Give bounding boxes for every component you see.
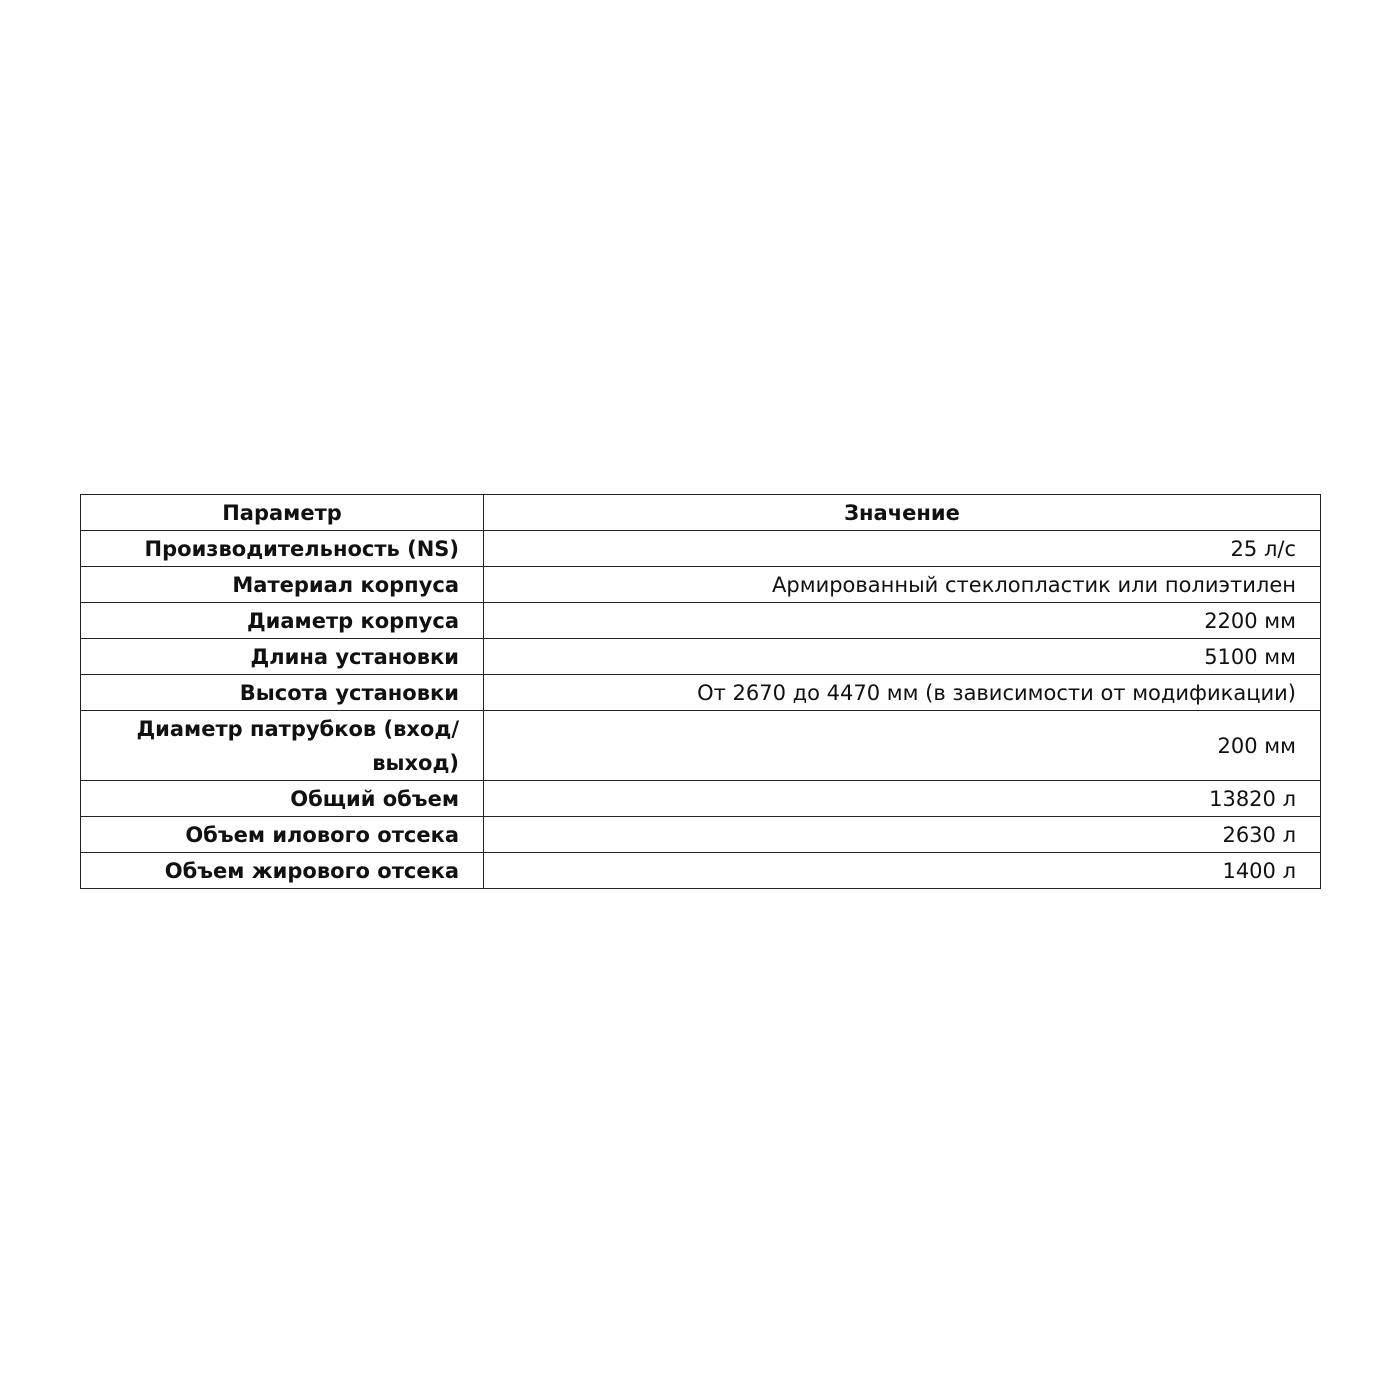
table-row	[81, 781, 1321, 817]
table-row	[81, 639, 1321, 675]
row-param: Объем жирового отсека	[81, 853, 484, 889]
row-value: Армированный стеклопластик или полиэтилен	[484, 567, 1321, 603]
row-param: Производительность (NS)	[81, 531, 484, 567]
table-row	[81, 567, 1321, 603]
header-param: Параметр	[81, 495, 484, 531]
row-value: 25 л/с	[484, 531, 1321, 567]
row-param: Объем илового отсека	[81, 817, 484, 853]
row-value: 1400 л	[484, 853, 1321, 889]
table-row	[81, 711, 1321, 781]
table-row	[81, 603, 1321, 639]
row-param: Общий объем	[81, 781, 484, 817]
row-param: Длина установки	[81, 639, 484, 675]
row-value: 200 мм	[484, 711, 1321, 781]
header-value: Значение	[484, 495, 1321, 531]
table-row	[81, 817, 1321, 853]
row-value: От 2670 до 4470 мм (в зависимости от модификации)	[484, 675, 1321, 711]
row-value: 13820 л	[484, 781, 1321, 817]
table-row	[81, 853, 1321, 889]
row-value: 2200 мм	[484, 603, 1321, 639]
row-param: Высота установки	[81, 675, 484, 711]
table-header-row	[81, 495, 1321, 531]
row-value: 5100 мм	[484, 639, 1321, 675]
spec-table	[80, 494, 1321, 889]
row-param: Диаметр корпуса	[81, 603, 484, 639]
table-row	[81, 675, 1321, 711]
row-param: Материал корпуса	[81, 567, 484, 603]
table-row	[81, 531, 1321, 567]
row-value: 2630 л	[484, 817, 1321, 853]
row-param: Диаметр патрубков (вход/выход)	[81, 711, 484, 781]
